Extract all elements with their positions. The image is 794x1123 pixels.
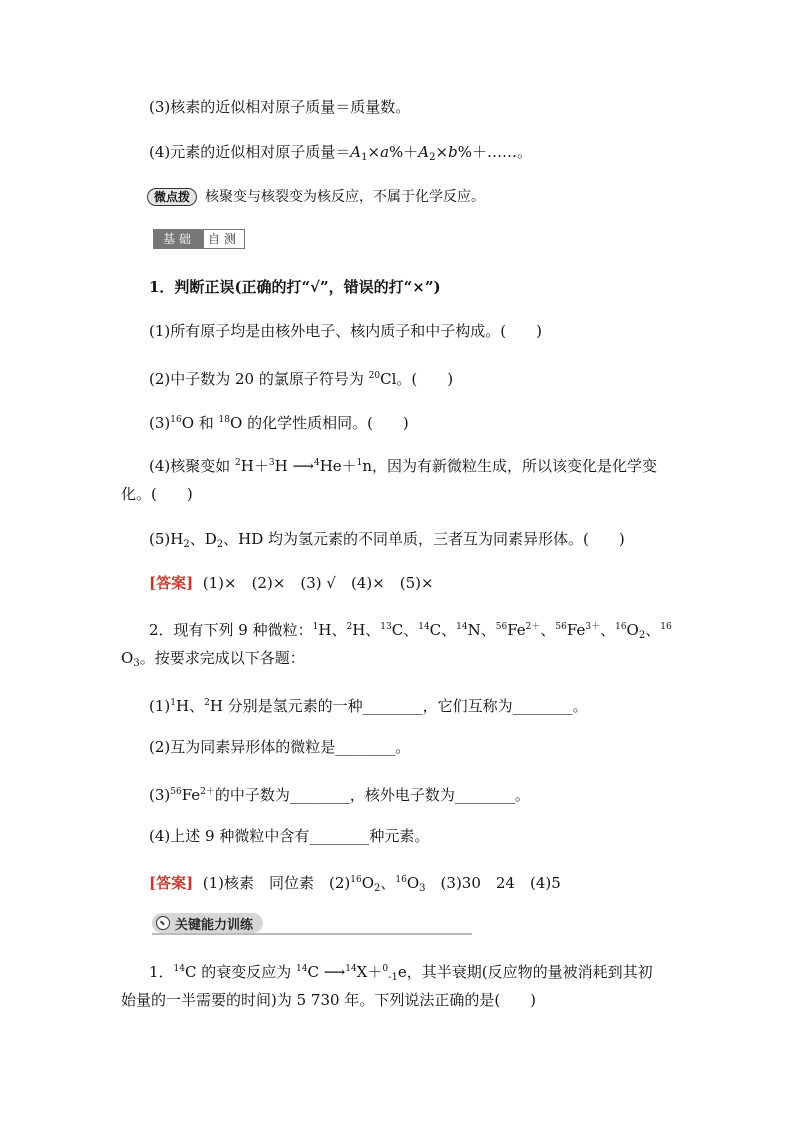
q1-item-4: (4)核聚变如 $^2$H＋$^3$H ⟶$^4$He＋$^1$n，因为有新微粒生成，所以该变化是化学变	[149, 457, 658, 475]
q2-title-cont: $O_3$。按要求完成以下各题：	[121, 649, 305, 669]
section-divider	[152, 933, 472, 935]
section-header-self-test: 基础 自测	[153, 229, 245, 249]
q2-answer: [答案] (1)核素 同位素 $(2)^{16}O_2$、$^{16}O_3$ (3)30 24 (4)5	[149, 874, 561, 894]
q2-item-3: $(3)^{56}Fe^{2+}$的中子数为________，核外电子数为________。	[149, 786, 530, 804]
q1-item-2: (2)中子数为 20 的氯原子符号为 $^{20}$Cl。( )	[149, 370, 454, 388]
q2-item-1: $(1)^1H$、$^2$H 分别是氢元素的一种________，它们互称为________。	[149, 697, 588, 715]
q1-item-3: $(3)^{16}O$ 和 $^{18}$O 的化学性质相同。( )	[149, 414, 409, 432]
q1-item-1: (1)所有原子均是由核外电子、核内质子和中子构成。( )	[149, 322, 542, 340]
ka-q1-cont: 始量的一半需要的时间)为 5 730 年。下列说法正确的是( )	[121, 991, 537, 1009]
item-4: (4)元素的近似相对原子质量$=A_1\times a\%+A_2\times b\%+\dots\dots$。	[149, 143, 532, 163]
q1-item-4-cont: 化。( )	[121, 485, 193, 503]
q1-answer: [答案] (1)× (2)× (3) √ (4)× (5)×	[149, 574, 434, 592]
tip-badge: 微点拨	[147, 188, 197, 206]
tip-line	[147, 186, 485, 207]
q1-title: 1．判断正误(正确的打“√”，错误的打“×”)	[149, 278, 441, 296]
q2-item-2: (2)互为同素异形体的微粒是________。	[149, 738, 411, 756]
pencil-circle-icon	[156, 916, 170, 930]
item-3: (3)核素的近似相对原子质量＝质量数。	[149, 98, 411, 116]
q2-title: 2．现有下列 9 种微粒：$^1$H、$^2$H、$^{13}$C、$^{14}$C、$^{14}$N、$^{56}Fe^{2+}$、$^{56}Fe^{3+}$、$^{16}O_2$、$^{16}$	[149, 621, 672, 641]
q1-item-5: $(5)H_2$、$D_2$、HD 均为氢元素的不同单质，三者互为同素异形体。( )	[149, 530, 625, 550]
q2-item-4: (4)上述 9 种微粒中含有________种元素。	[149, 827, 430, 845]
ka-q1: 1．$^{14}$C 的衰变反应为 $^{14}$C ⟶$^{14}$X＋$^0_{-1}$e，其半衰期(反应物的量被消耗到其初	[149, 963, 653, 983]
tip-text: 核聚变与核裂变为核反应，不属于化学反应。	[205, 189, 486, 205]
section-header-key-ability: 关键能力训练	[152, 913, 472, 935]
